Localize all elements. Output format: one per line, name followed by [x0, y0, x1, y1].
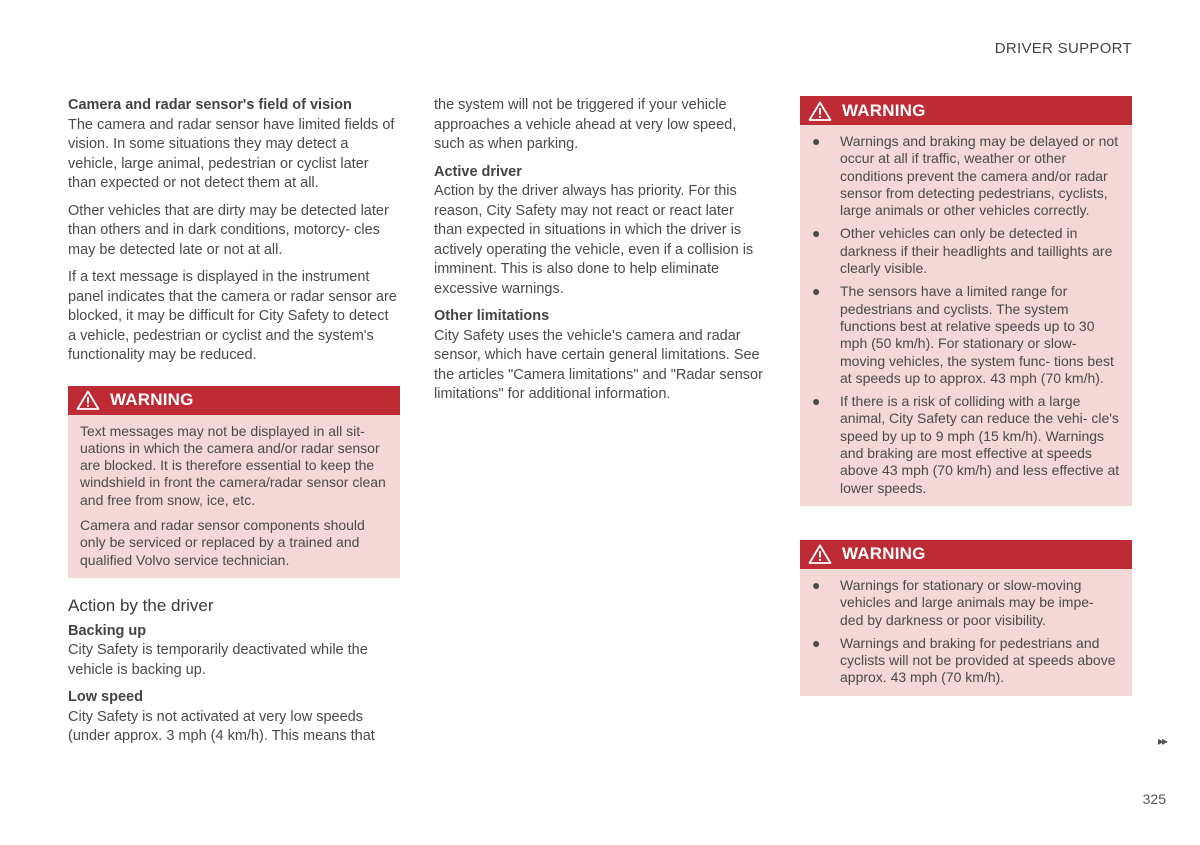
warning-header: [800, 540, 1132, 569]
heading-action-by-driver: Action by the driver: [68, 595, 214, 615]
list-item: ● Warnings and braking for pedestrians and cyclists will not be provided at speeds above approx. 43 mph (70 km/h).: [812, 634, 1116, 686]
subheading-low-speed: Low speed: [68, 689, 143, 706]
warning-box: [800, 540, 1132, 696]
column-2: [434, 96, 766, 413]
heading-field-of-vision: Camera and radar sensor's field of vision: [68, 97, 352, 113]
column-3: [800, 96, 1132, 696]
list-item: ● Warnings for stationary or slow-moving vehicles and large animals may be impe- ded by darkness or poor visibility.: [812, 576, 1094, 628]
subheading-backing-up: Backing up: [68, 622, 147, 639]
bullet-icon: ●: [812, 133, 821, 149]
list-item: ● Other vehicles can only be detected in darkness if their headlights and taillights are clearly visible.: [812, 225, 1113, 277]
list-item: ● Warnings and braking may be delayed or not occur at all if traffic, weather or other conditions prevent the camera and/or radar sensor from detecting pedestrians, cyclists, large animals or other vehicles correctly.: [812, 133, 1119, 219]
warning-triangle-icon: [808, 544, 832, 564]
paragraph: City Safety is not activated at very low speeds (under approx. 3 mph (4 km/h). This means that: [68, 708, 375, 745]
page-number: 325: [1142, 791, 1166, 807]
paragraph: City Safety is temporarily deactivated while the vehicle is backing up.: [68, 642, 368, 678]
warning-triangle-icon: [76, 390, 100, 410]
warning-triangle-icon: [808, 101, 832, 121]
warning-header: [800, 96, 1132, 125]
list-item: ● The sensors have a limited range for pedestrians and cyclists. The system functions best at relative speeds up to 30 mph (50 km/h). For stationary or slow-moving vehicles, the system func- tions best at speeds up to approx. 43 mph (70 km/h).: [812, 283, 1114, 386]
warning-list: [812, 133, 1120, 497]
warning-title: WARNING: [842, 544, 926, 564]
warning-list: [812, 577, 1120, 687]
column-1: [68, 96, 400, 755]
continue-arrows-icon: ▸▸: [1157, 734, 1166, 748]
warning-header: [68, 386, 400, 415]
bullet-icon: ●: [812, 393, 821, 410]
subheading-active-driver: Active driver: [434, 163, 522, 180]
section-title: DRIVER SUPPORT: [994, 40, 1132, 57]
paragraph: the system will not be triggered if your vehicle approaches a vehicle ahead at very low speed, such as when parking.: [434, 97, 737, 152]
warning-text: Camera and radar sensor components should only be serviced or replaced by a trained and qualified Volvo service technician.: [80, 516, 365, 568]
bullet-icon: ●: [812, 634, 821, 651]
bullet-icon: ●: [812, 225, 821, 242]
warning-title: WARNING: [110, 390, 194, 409]
paragraph: If a text message is displayed in the instrument panel indicates that the camera or radar sensor are blocked, it may be difficult for City Safety to detect a vehicle, pedestrian or cyclist and the system's functionality may be reduced.: [68, 269, 397, 363]
bullet-icon: ●: [812, 576, 821, 593]
subheading-other-limitations: Other limitations: [434, 308, 550, 324]
paragraph: Other vehicles that are dirty may be detected later than others and in dark conditions, motorcy- cles may be detected late or not at all.: [68, 202, 389, 258]
list-item: ● If there is a risk of colliding with a large animal, City Safety can reduce the vehi- cle's speed by up to 9 mph (15 km/h). Warnings and braking are most effective at speeds above 43 mph (70 km/h) and less effective at lower speeds.: [812, 393, 1120, 496]
warning-box: [68, 386, 400, 578]
warning-title: WARNING: [842, 100, 926, 120]
paragraph: Action by the driver always has priority. For this reason, City Safety may not react or react later than expected in situations in which the driver is actively operating the vehicle, even if a collision is imminent. This is also done to help eliminate excessive warnings.: [434, 183, 754, 297]
paragraph: The camera and radar sensor have limited fields of vision. In some situations they may detect a vehicle, large animal, pedestrian or cyclist later than expected or not detect them at all.: [68, 116, 395, 191]
warning-text: Text messages may not be displayed in all sit- uations in which the camera and/or radar sensor are blocked. It is therefore essential to keep the windshield in front the camera/radar sensor clean and free from snow, ice, etc.: [80, 422, 386, 508]
bullet-icon: ●: [812, 283, 821, 300]
paragraph: City Safety uses the vehicle's camera and radar sensor, which have certain general limitations. See the articles "Camera limitations" and "Radar sensor limitations" for additional information.: [434, 327, 763, 402]
warning-box: [800, 96, 1132, 506]
